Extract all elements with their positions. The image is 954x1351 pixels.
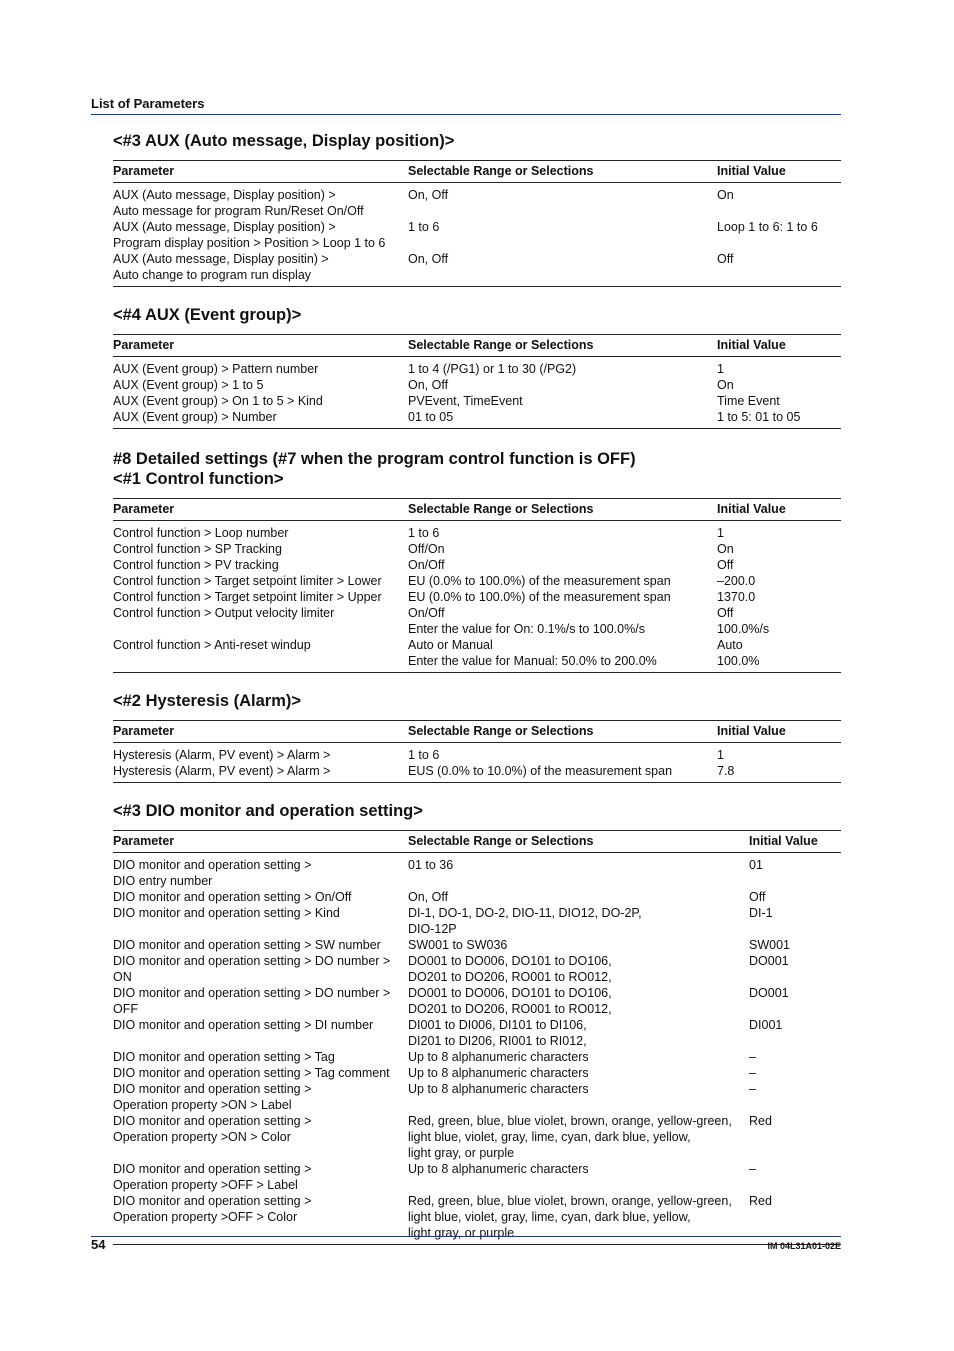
- initial-value-cell-line: DO001: [749, 986, 789, 1000]
- range-cell: [408, 409, 717, 429]
- parameter-cell: [113, 937, 408, 953]
- range-cell-line: light blue, violet, gray, lime, cyan, dark blue, yellow,: [408, 1130, 691, 1144]
- parameter-cell: [113, 219, 408, 251]
- initial-value-cell-line: DI-1: [749, 906, 773, 920]
- initial-value-cell: [749, 853, 841, 890]
- table-row: [113, 393, 841, 409]
- table-row: [113, 605, 841, 621]
- parameter-cell: [113, 905, 408, 937]
- initial-value-cell-line: –: [749, 1050, 756, 1064]
- range-cell: [408, 937, 749, 953]
- initial-value-cell-line: Off: [717, 558, 734, 572]
- column-header-range: Selectable Range or Selections: [408, 161, 717, 183]
- range-cell: [408, 605, 717, 621]
- parameter-cell: [113, 1081, 408, 1113]
- parameter-cell-line: DIO monitor and operation setting >: [113, 858, 312, 872]
- range-cell-line: Enter the value for Manual: 50.0% to 200.0%: [408, 654, 657, 668]
- column-header-range: Selectable Range or Selections: [408, 831, 749, 853]
- range-cell-line: Up to 8 alphanumeric characters: [408, 1082, 589, 1096]
- column-header-initial-value: Initial Value: [717, 161, 841, 183]
- initial-value-cell-line: 01: [749, 858, 763, 872]
- parameter-cell-line: DIO monitor and operation setting > DO number >: [113, 954, 391, 968]
- parameter-cell-line: Program display position > Position > Loop 1 to 6: [113, 236, 386, 250]
- column-header-parameter: Parameter: [113, 721, 408, 743]
- table-row: [113, 251, 841, 287]
- initial-value-cell: [749, 905, 841, 937]
- parameter-cell-line: Control function > SP Tracking: [113, 542, 282, 556]
- initial-value-cell-line: 1: [717, 526, 724, 540]
- column-header-range: Selectable Range or Selections: [408, 335, 717, 357]
- parameter-cell: [113, 1161, 408, 1193]
- initial-value-cell-line: 1370.0: [717, 590, 756, 604]
- initial-value-cell: [749, 1049, 841, 1065]
- parameter-cell: [113, 521, 408, 542]
- range-cell-line: EU (0.0% to 100.0%) of the measurement span: [408, 590, 671, 604]
- table-row: [113, 1017, 841, 1049]
- range-cell-line: DO001 to DO006, DO101 to DO106,: [408, 954, 612, 968]
- table-row: [113, 937, 841, 953]
- table-row: [113, 985, 841, 1017]
- range-cell: [408, 521, 717, 542]
- parameter-cell-line: AUX (Event group) > On 1 to 5 > Kind: [113, 394, 323, 408]
- range-cell-line: Enter the value for On: 0.1%/s to 100.0%/s: [408, 622, 645, 636]
- parameter-cell: [113, 621, 408, 637]
- parameter-cell-line: AUX (Auto message, Display position) >: [113, 220, 336, 234]
- table-row: [113, 1049, 841, 1065]
- parameter-cell-line: Hysteresis (Alarm, PV event) > Alarm >: [113, 748, 331, 762]
- initial-value-cell: [717, 573, 841, 589]
- parameter-cell: [113, 637, 408, 653]
- initial-value-cell-line: On: [717, 188, 734, 202]
- initial-value-cell: [749, 889, 841, 905]
- parameter-cell: [113, 889, 408, 905]
- range-cell-line: light gray, or purple: [408, 1146, 515, 1160]
- parameter-cell-line: OFF: [113, 1002, 138, 1016]
- parameter-cell-line: DIO monitor and operation setting > Tag: [113, 1050, 335, 1064]
- column-header-initial-value: Initial Value: [717, 335, 841, 357]
- range-cell-line: Auto or Manual: [408, 638, 493, 652]
- range-cell: [408, 1049, 749, 1065]
- initial-value-cell: [717, 589, 841, 605]
- range-cell-line: Up to 8 alphanumeric characters: [408, 1162, 589, 1176]
- parameter-cell: [113, 763, 408, 783]
- initial-value-cell: [717, 541, 841, 557]
- range-cell: [408, 637, 717, 653]
- parameter-cell-line: DIO monitor and operation setting >: [113, 1162, 312, 1176]
- range-cell-line: 1 to 6: [408, 220, 440, 234]
- section-title-detailed-settings: #8 Detailed settings (#7 when the program control function is OFF): [113, 450, 636, 468]
- parameter-cell: [113, 743, 408, 764]
- range-cell: [408, 1065, 749, 1081]
- parameter-cell-line: DIO monitor and operation setting > Tag comment: [113, 1066, 390, 1080]
- dio-monitor-table: [113, 830, 841, 1245]
- range-cell: [408, 889, 749, 905]
- initial-value-cell-line: –: [749, 1066, 756, 1080]
- range-cell-line: DO201 to DO206, RO001 to RO012,: [408, 970, 612, 984]
- range-cell-line: DI201 to DI206, RI001 to RI012,: [408, 1034, 587, 1048]
- range-cell-line: 1 to 4 (/PG1) or 1 to 30 (/PG2): [408, 362, 577, 376]
- range-cell: [408, 1113, 749, 1161]
- column-header-range: Selectable Range or Selections: [408, 721, 717, 743]
- initial-value-cell: [717, 219, 841, 251]
- parameter-cell: [113, 409, 408, 429]
- range-cell-line: 01 to 36: [408, 858, 454, 872]
- parameter-cell: [113, 589, 408, 605]
- table-row: [113, 357, 841, 378]
- aux-event-group-table: [113, 334, 841, 429]
- parameter-cell-line: Operation property >ON > Color: [113, 1130, 291, 1144]
- initial-value-cell: [749, 1113, 841, 1161]
- table-row: [113, 621, 841, 637]
- parameter-cell: [113, 557, 408, 573]
- parameter-cell: [113, 1065, 408, 1081]
- initial-value-cell: [717, 393, 841, 409]
- table-row: [113, 589, 841, 605]
- table-row: [113, 377, 841, 393]
- section-title-dio-monitor: <#3 DIO monitor and operation setting>: [113, 802, 423, 820]
- initial-value-cell-line: Time Event: [717, 394, 780, 408]
- parameter-cell: [113, 1017, 408, 1049]
- column-header-initial-value: Initial Value: [717, 499, 841, 521]
- range-cell: [408, 763, 717, 783]
- initial-value-cell-line: 7.8: [717, 764, 735, 778]
- parameter-cell-line: DIO monitor and operation setting > DI number: [113, 1018, 374, 1032]
- range-cell: [408, 905, 749, 937]
- range-cell-line: PVEvent, TimeEvent: [408, 394, 523, 408]
- initial-value-cell-line: Auto: [717, 638, 743, 652]
- initial-value-cell: [717, 183, 841, 220]
- page-header: List of Parameters: [91, 96, 841, 115]
- initial-value-cell: [717, 251, 841, 287]
- range-cell-line: DO001 to DO006, DO101 to DO106,: [408, 986, 612, 1000]
- range-cell-line: 1 to 6: [408, 748, 440, 762]
- range-cell-line: Off/On: [408, 542, 445, 556]
- range-cell-line: 1 to 6: [408, 526, 440, 540]
- range-cell: [408, 557, 717, 573]
- table-row: [113, 573, 841, 589]
- column-header-initial-value: Initial Value: [717, 721, 841, 743]
- range-cell: [408, 219, 717, 251]
- initial-value-cell: [749, 1081, 841, 1113]
- table-row: [113, 743, 841, 764]
- initial-value-cell: [717, 521, 841, 542]
- range-cell-line: DI-1, DO-1, DO-2, DIO-11, DIO12, DO-2P,: [408, 906, 642, 920]
- initial-value-cell-line: 1: [717, 362, 724, 376]
- range-cell: [408, 621, 717, 637]
- range-cell: [408, 985, 749, 1017]
- initial-value-cell-line: –200.0: [717, 574, 756, 588]
- initial-value-cell: [717, 637, 841, 653]
- range-cell-line: Up to 8 alphanumeric characters: [408, 1050, 589, 1064]
- range-cell-line: 01 to 05: [408, 410, 454, 424]
- initial-value-cell: [749, 1017, 841, 1049]
- parameter-cell-line: DIO monitor and operation setting >: [113, 1114, 312, 1128]
- column-header-range: Selectable Range or Selections: [408, 499, 717, 521]
- initial-value-cell: [717, 557, 841, 573]
- range-cell: [408, 541, 717, 557]
- parameter-cell: [113, 251, 408, 287]
- initial-value-cell-line: Loop 1 to 6: 1 to 6: [717, 220, 818, 234]
- initial-value-cell: [717, 377, 841, 393]
- parameter-cell-line: DIO monitor and operation setting > On/Off: [113, 890, 352, 904]
- range-cell-line: On, Off: [408, 378, 449, 392]
- parameter-cell-line: Operation property >OFF > Color: [113, 1210, 298, 1224]
- parameter-cell-line: DIO monitor and operation setting >: [113, 1194, 312, 1208]
- initial-value-cell-line: DO001: [749, 954, 789, 968]
- table-row: [113, 905, 841, 937]
- parameter-cell: [113, 573, 408, 589]
- range-cell: [408, 653, 717, 673]
- parameter-cell-line: Control function > Loop number: [113, 526, 289, 540]
- page-content: [113, 131, 841, 1245]
- initial-value-cell-line: On: [717, 378, 734, 392]
- parameter-cell-line: Auto change to program run display: [113, 268, 312, 282]
- parameter-cell-line: Control function > Anti-reset windup: [113, 638, 311, 652]
- table-row: [113, 653, 841, 673]
- parameter-cell-line: Control function > Output velocity limiter: [113, 606, 335, 620]
- parameter-cell-line: ON: [113, 970, 132, 984]
- initial-value-cell-line: Red: [749, 1114, 772, 1128]
- page-number: 54: [91, 1237, 106, 1252]
- parameter-cell: [113, 953, 408, 985]
- aux-auto-message-table: [113, 160, 841, 287]
- table-row: [113, 409, 841, 429]
- parameter-cell-line: DIO monitor and operation setting >: [113, 1082, 312, 1096]
- range-cell: [408, 1081, 749, 1113]
- section-title-hysteresis: <#2 Hysteresis (Alarm)>: [113, 692, 302, 710]
- parameter-cell-line: DIO monitor and operation setting > Kind: [113, 906, 340, 920]
- range-cell-line: On/Off: [408, 606, 445, 620]
- section-title-aux-auto-message: <#3 AUX (Auto message, Display position)>: [113, 132, 455, 150]
- parameter-cell-line: Hysteresis (Alarm, PV event) > Alarm >: [113, 764, 331, 778]
- table-row: [113, 1113, 841, 1161]
- parameter-cell-line: Operation property >ON > Label: [113, 1098, 292, 1112]
- range-cell-line: Up to 8 alphanumeric characters: [408, 1066, 589, 1080]
- range-cell-line: EU (0.0% to 100.0%) of the measurement span: [408, 574, 671, 588]
- table-row: [113, 1161, 841, 1193]
- parameter-cell: [113, 357, 408, 378]
- column-header-initial-value: Initial Value: [749, 831, 841, 853]
- table-row: [113, 521, 841, 542]
- range-cell: [408, 1161, 749, 1193]
- initial-value-cell: [717, 621, 841, 637]
- parameter-cell-line: AUX (Event group) > 1 to 5: [113, 378, 264, 392]
- footer-divider: [91, 1236, 841, 1237]
- table-row: [113, 541, 841, 557]
- initial-value-cell-line: Off: [749, 890, 766, 904]
- range-cell-line: DI001 to DI006, DI101 to DI106,: [408, 1018, 587, 1032]
- initial-value-cell: [717, 743, 841, 764]
- initial-value-cell-line: 100.0%: [717, 654, 760, 668]
- initial-value-cell: [717, 653, 841, 673]
- parameter-cell-line: AUX (Event group) > Number: [113, 410, 277, 424]
- parameter-cell-line: AUX (Event group) > Pattern number: [113, 362, 319, 376]
- range-cell: [408, 377, 717, 393]
- range-cell: [408, 589, 717, 605]
- table-row: [113, 1065, 841, 1081]
- parameter-cell-line: DIO entry number: [113, 874, 213, 888]
- range-cell-line: SW001 to SW036: [408, 938, 508, 952]
- range-cell-line: Red, green, blue, blue violet, brown, orange, yellow-green,: [408, 1114, 732, 1128]
- table-row: [113, 183, 841, 220]
- initial-value-cell-line: 100.0%/s: [717, 622, 770, 636]
- parameter-cell: [113, 393, 408, 409]
- initial-value-cell: [717, 357, 841, 378]
- range-cell-line: On, Off: [408, 890, 449, 904]
- parameter-cell: [113, 605, 408, 621]
- range-cell-line: DO201 to DO206, RO001 to RO012,: [408, 1002, 612, 1016]
- initial-value-cell-line: On: [717, 542, 734, 556]
- range-cell-line: On, Off: [408, 252, 449, 266]
- table-row: [113, 763, 841, 783]
- range-cell: [408, 357, 717, 378]
- initial-value-cell: [749, 953, 841, 985]
- range-cell-line: Red, green, blue, blue violet, brown, orange, yellow-green,: [408, 1194, 732, 1208]
- parameter-cell: [113, 1049, 408, 1065]
- parameter-cell-line: AUX (Auto message, Display position) >: [113, 188, 336, 202]
- parameter-cell-line: Control function > PV tracking: [113, 558, 279, 572]
- table-row: [113, 1081, 841, 1113]
- table-row: [113, 637, 841, 653]
- initial-value-cell-line: –: [749, 1082, 756, 1096]
- initial-value-cell-line: Off: [717, 252, 734, 266]
- column-header-parameter: Parameter: [113, 161, 408, 183]
- range-cell-line: light gray, or purple: [408, 1226, 515, 1240]
- range-cell: [408, 743, 717, 764]
- range-cell-line: light blue, violet, gray, lime, cyan, dark blue, yellow,: [408, 1210, 691, 1224]
- initial-value-cell: [749, 937, 841, 953]
- initial-value-cell-line: SW001: [749, 938, 790, 952]
- initial-value-cell-line: Off: [717, 606, 734, 620]
- initial-value-cell: [717, 409, 841, 429]
- range-cell-line: On/Off: [408, 558, 445, 572]
- range-cell: [408, 183, 717, 220]
- range-cell: [408, 1017, 749, 1049]
- parameter-cell-line: DIO monitor and operation setting > SW number: [113, 938, 381, 952]
- parameter-cell: [113, 183, 408, 220]
- range-cell: [408, 573, 717, 589]
- range-cell: [408, 251, 717, 287]
- section-title-control-function: <#1 Control function>: [113, 470, 284, 488]
- section-title-aux-event-group: <#4 AUX (Event group)>: [113, 306, 302, 324]
- range-cell: [408, 953, 749, 985]
- table-row: [113, 889, 841, 905]
- parameter-cell: [113, 541, 408, 557]
- parameter-cell: [113, 985, 408, 1017]
- initial-value-cell: [749, 985, 841, 1017]
- parameter-cell: [113, 853, 408, 890]
- initial-value-cell-line: 1 to 5: 01 to 05: [717, 410, 801, 424]
- initial-value-cell: [749, 1065, 841, 1081]
- range-cell: [408, 393, 717, 409]
- parameter-cell-line: Auto message for program Run/Reset On/Off: [113, 204, 364, 218]
- initial-value-cell-line: Red: [749, 1194, 772, 1208]
- initial-value-cell: [749, 1161, 841, 1193]
- hysteresis-table: [113, 720, 841, 783]
- column-header-parameter: Parameter: [113, 335, 408, 357]
- range-cell-line: DIO-12P: [408, 922, 457, 936]
- control-function-table: [113, 498, 841, 673]
- parameter-cell-line: DIO monitor and operation setting > DO number >: [113, 986, 391, 1000]
- range-cell-line: On, Off: [408, 188, 449, 202]
- table-row: [113, 557, 841, 573]
- initial-value-cell-line: 1: [717, 748, 724, 762]
- initial-value-cell-line: –: [749, 1162, 756, 1176]
- range-cell: [408, 853, 749, 890]
- parameter-cell: [113, 377, 408, 393]
- parameter-cell-line: Operation property >OFF > Label: [113, 1178, 298, 1192]
- column-header-parameter: Parameter: [113, 831, 408, 853]
- table-row: [113, 853, 841, 890]
- parameter-cell: [113, 653, 408, 673]
- parameter-cell-line: Control function > Target setpoint limiter > Upper: [113, 590, 382, 604]
- initial-value-cell-line: DI001: [749, 1018, 783, 1032]
- initial-value-cell: [717, 605, 841, 621]
- document-id: IM 04L31A01-02E: [767, 1241, 841, 1251]
- initial-value-cell: [717, 763, 841, 783]
- table-row: [113, 953, 841, 985]
- range-cell-line: EUS (0.0% to 10.0%) of the measurement span: [408, 764, 673, 778]
- parameter-cell-line: Control function > Target setpoint limiter > Lower: [113, 574, 382, 588]
- table-row: [113, 219, 841, 251]
- column-header-parameter: Parameter: [113, 499, 408, 521]
- parameter-cell-line: AUX (Auto message, Display positin) >: [113, 252, 329, 266]
- parameter-cell: [113, 1113, 408, 1161]
